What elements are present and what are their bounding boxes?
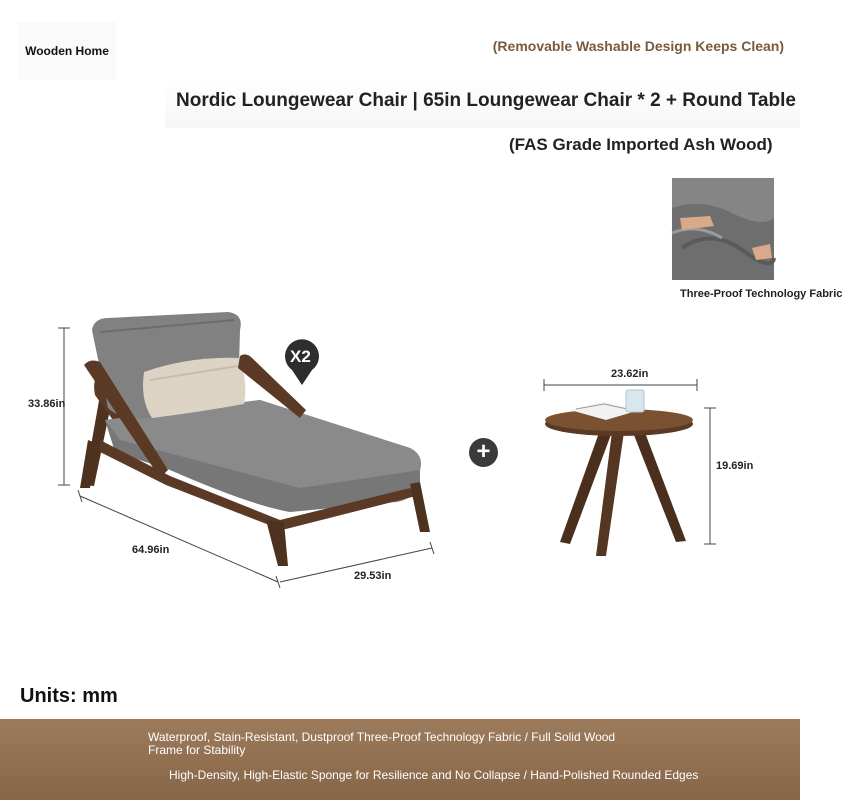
fabric-label: Three-Proof Technology Fabric — [680, 288, 842, 300]
chair-height-label: 33.86in — [28, 398, 66, 410]
tagline: (Removable Washable Design Keeps Clean) — [492, 38, 784, 54]
table-height-label: 19.69in — [716, 460, 754, 472]
material-note: (FAS Grade Imported Ash Wood) — [509, 135, 773, 154]
feature-footer — [0, 719, 800, 800]
feature-text-2: High-Density, High-Elastic Sponge for Resilience and No Collapse / Hand-Polished Rounded Edges — [169, 768, 699, 782]
product-title: Nordic Loungewear Chair | 65in Loungewear Chair * 2 + Round Table — [176, 90, 796, 111]
round-table-image — [544, 379, 716, 556]
plus-icon: + — [469, 438, 498, 467]
chair-width-label: 29.53in — [354, 570, 392, 582]
feature-text-1: Waterproof, Stain-Resistant, Dustproof Three-Proof Technology Fabric / Full Solid Wood Frame for Stability — [148, 730, 616, 757]
units-note: Units: mm — [20, 685, 118, 707]
table-diameter-label: 23.62in — [611, 368, 649, 380]
quantity-badge-label: X2 — [290, 347, 311, 366]
brand-name: Wooden Home — [25, 44, 109, 58]
chair-length-label: 64.96in — [132, 544, 170, 556]
